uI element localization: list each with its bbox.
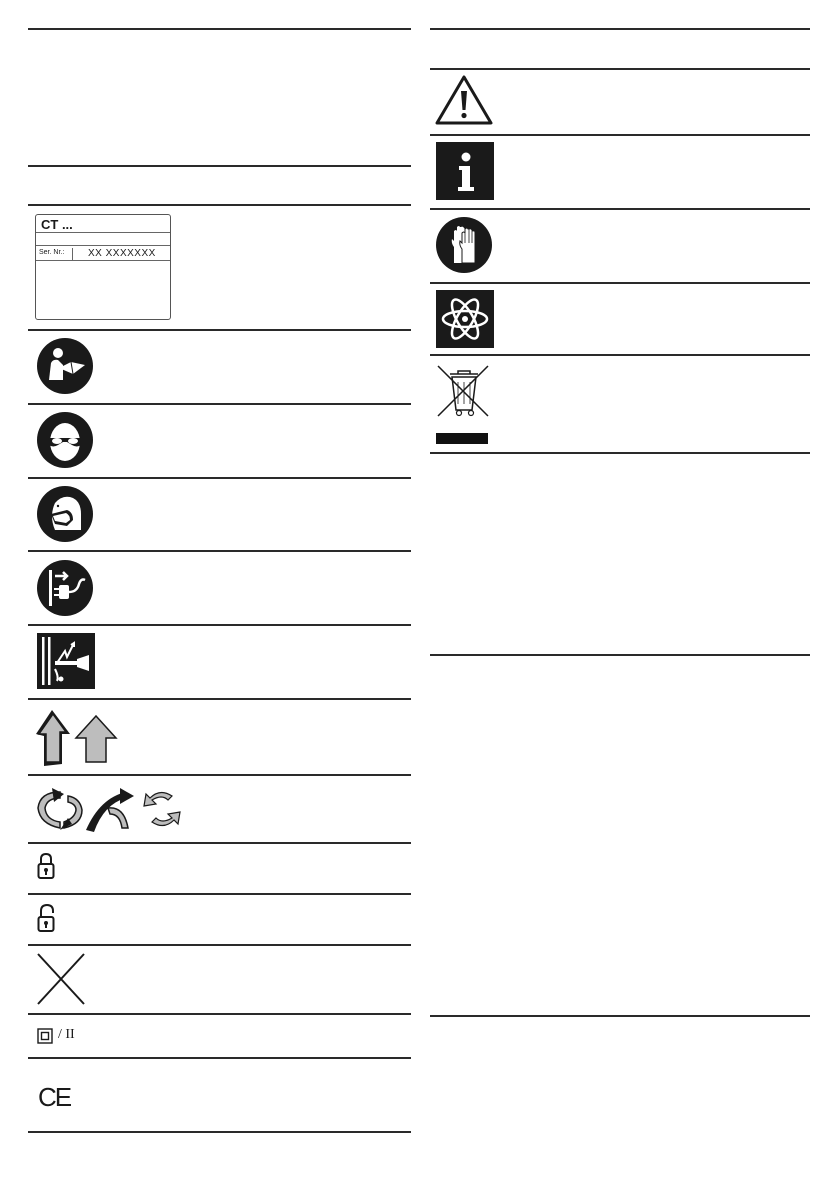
weee-bin-icon — [436, 362, 492, 424]
lock-closed-icon — [37, 852, 55, 880]
divider — [28, 28, 411, 30]
dust-mask-icon — [37, 486, 93, 542]
divider — [28, 550, 411, 552]
divider — [28, 698, 411, 700]
lock-open-icon — [37, 903, 59, 933]
divider — [28, 403, 411, 405]
divider — [28, 774, 411, 776]
divider — [430, 134, 810, 136]
divider — [430, 1015, 810, 1017]
divider — [430, 282, 810, 284]
divider — [28, 842, 411, 844]
warning-triangle-icon — [434, 74, 494, 126]
serial-label: Ser. Nr.: — [39, 249, 65, 256]
divider — [430, 452, 810, 454]
nameplate — [35, 214, 171, 320]
divider — [28, 624, 411, 626]
unplug-icon — [37, 560, 93, 616]
divider — [28, 329, 411, 331]
rotation-arrows-icon — [34, 784, 190, 834]
info-icon — [436, 142, 494, 200]
serial-value: XX XXXXXXX — [88, 248, 156, 259]
ce-mark: CE — [38, 1082, 71, 1112]
divider — [430, 654, 810, 656]
divider — [28, 1057, 411, 1059]
divider — [430, 354, 810, 356]
divider — [28, 944, 411, 946]
protection-class-icon — [37, 1028, 53, 1044]
weee-bar — [436, 433, 488, 444]
arrows-up-icon — [34, 706, 120, 768]
divider — [28, 165, 411, 167]
divider — [28, 893, 411, 895]
atom-icon — [436, 290, 494, 348]
divider — [28, 1131, 411, 1133]
protection-class-label: / II — [58, 1027, 75, 1042]
eye-protection-icon — [37, 412, 93, 468]
cross-icon — [36, 952, 86, 1006]
gloves-icon — [436, 217, 492, 273]
divider — [28, 477, 411, 479]
divider — [430, 208, 810, 210]
divider — [430, 68, 810, 70]
nameplate-model: CT ... — [41, 217, 73, 232]
divider — [28, 204, 411, 206]
divider — [28, 1013, 411, 1015]
read-manual-icon — [37, 338, 93, 394]
wall-hazard-icon — [37, 633, 95, 689]
divider — [430, 28, 810, 30]
